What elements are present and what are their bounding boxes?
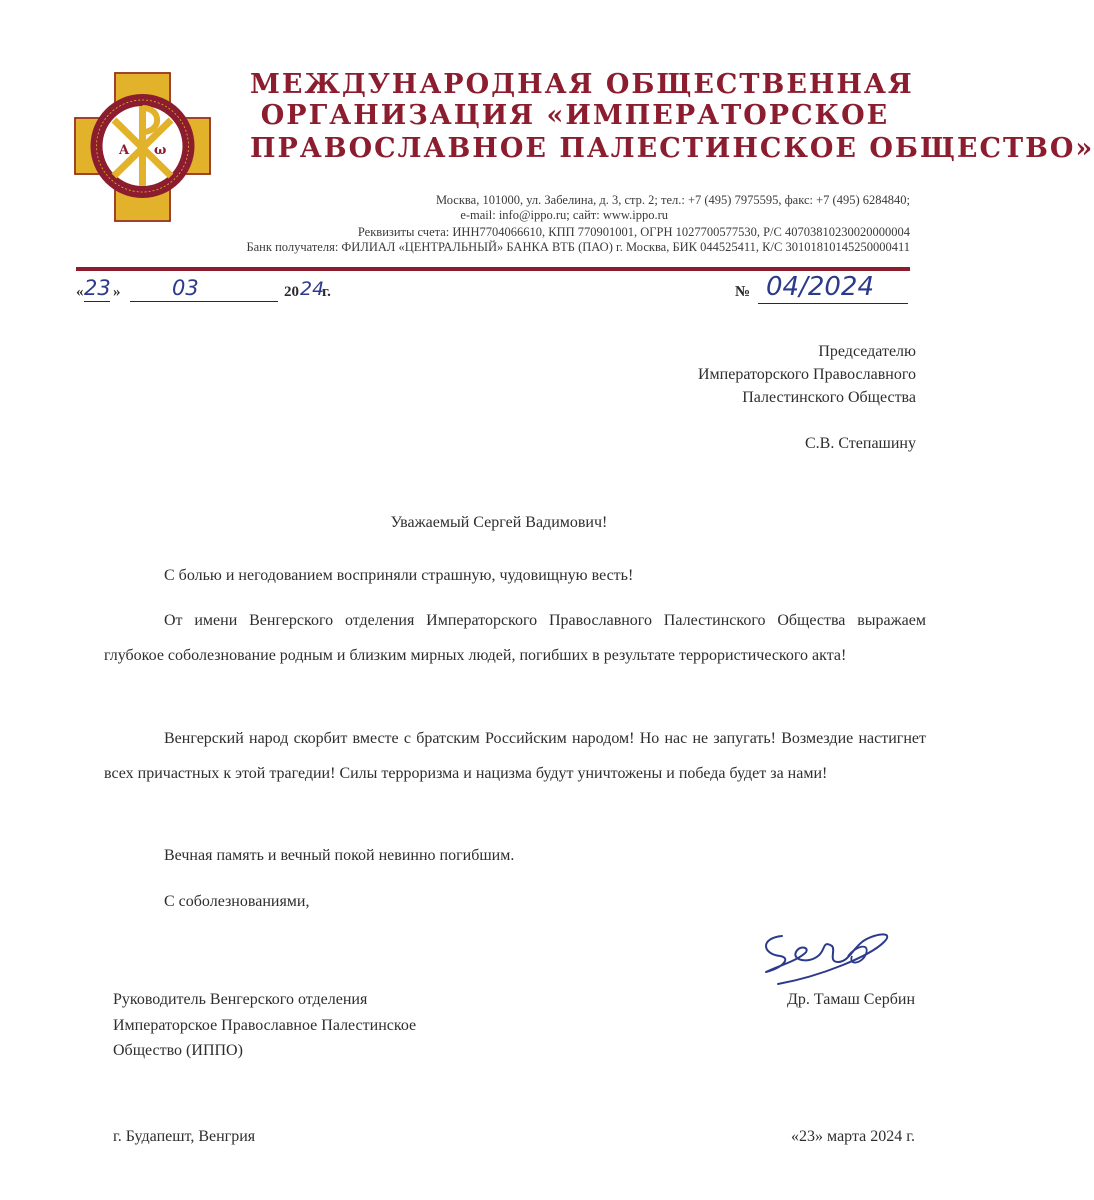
body-paragraph-1: С болью и негодованием восприняли страшную, чудовищную весть! bbox=[164, 567, 634, 584]
body-paragraph-3: Венгерский народ скорбит вместе с братским Российским народом! Но нас не запугать! Возмездие настигнет всех причастных к этой трагедии! Силы терроризма и нацизма будут уничтожены и победа будет за нами! bbox=[104, 730, 926, 782]
recipient-line-1: Председателю bbox=[818, 343, 916, 360]
footer-date: «23» марта 2024 г. bbox=[791, 1128, 915, 1145]
date-close-quote: » bbox=[113, 284, 121, 300]
ref-number-line bbox=[758, 303, 908, 304]
org-name-line-2: ОРГАНИЗАЦИЯ «ИМПЕРАТОРСКОЕ bbox=[260, 100, 890, 131]
org-bank-details: Банк получателя: ФИЛИАЛ «ЦЕНТРАЛЬНЫЙ» БАНКА ВТБ (ПАО) г. Москва, БИК 044525411, К/С 30101810145250000411 bbox=[246, 240, 910, 254]
ref-number: 04/2024 bbox=[766, 272, 875, 302]
signer-position-line-1: Руководитель Венгерского отделения bbox=[113, 991, 368, 1008]
header-divider bbox=[76, 267, 910, 271]
date-day-line bbox=[84, 301, 110, 302]
date-month-line bbox=[130, 301, 278, 302]
emblem-cross-logo bbox=[74, 72, 211, 222]
signer-position-line-2: Императорское Православное Палестинское bbox=[113, 1017, 417, 1034]
body-paragraph-4: Вечная память и вечный покой невинно погибшим. bbox=[164, 847, 515, 864]
date-day: 23 bbox=[84, 276, 111, 300]
body-paragraph-2: От имени Венгерского отделения Императорского Православного Палестинского Общества выражаем глубокое соболезнование родным и близким мирных людей, погибших в результате террористического акта! bbox=[104, 612, 926, 664]
signer-position-line-3: Общество (ИППО) bbox=[113, 1042, 243, 1059]
recipient-name: С.В. Степашину bbox=[804, 435, 916, 452]
signer-name: Др. Тамаш Сербин bbox=[786, 991, 915, 1008]
date-year-hand: 24 bbox=[300, 278, 325, 300]
body-paragraph-5: С соболезнованиями, bbox=[164, 893, 310, 910]
salutation: Уважаемый Сергей Вадимович! bbox=[390, 514, 608, 531]
org-contacts: e-mail: info@ippo.ru; сайт: www.ippo.ru bbox=[460, 208, 668, 222]
date-year-suffix: г. bbox=[322, 284, 331, 300]
date-open-quote: « bbox=[76, 284, 84, 300]
recipient-line-3: Палестинского Общества bbox=[742, 389, 916, 406]
date-year-prefix: 20 bbox=[284, 284, 299, 300]
recipient-line-2: Императорского Православного bbox=[697, 366, 916, 383]
date-month: 03 bbox=[172, 276, 199, 300]
footer-place: г. Будапешт, Венгрия bbox=[113, 1128, 256, 1145]
svg-text:A: A bbox=[119, 143, 130, 158]
handwritten-signature bbox=[752, 926, 902, 988]
org-name-line-3: ПРАВОСЛАВНОЕ ПАЛЕСТИНСКОЕ ОБЩЕСТВО» bbox=[250, 133, 1094, 164]
org-address: Москва, 101000, ул. Забелина, д. 3, стр. 2; тел.: +7 (495) 7975595, факс: +7 (495) 6284840; bbox=[435, 193, 910, 207]
org-name-line-1: МЕЖДУНАРОДНАЯ ОБЩЕСТВЕННАЯ bbox=[250, 69, 914, 100]
ref-number-label: № bbox=[735, 284, 751, 300]
svg-text:ω: ω bbox=[154, 143, 167, 158]
org-account-details: Реквизиты счета: ИНН7704066610, КПП 770901001, ОГРН 1027700577530, Р/С 40703810230020000004 bbox=[357, 225, 910, 239]
